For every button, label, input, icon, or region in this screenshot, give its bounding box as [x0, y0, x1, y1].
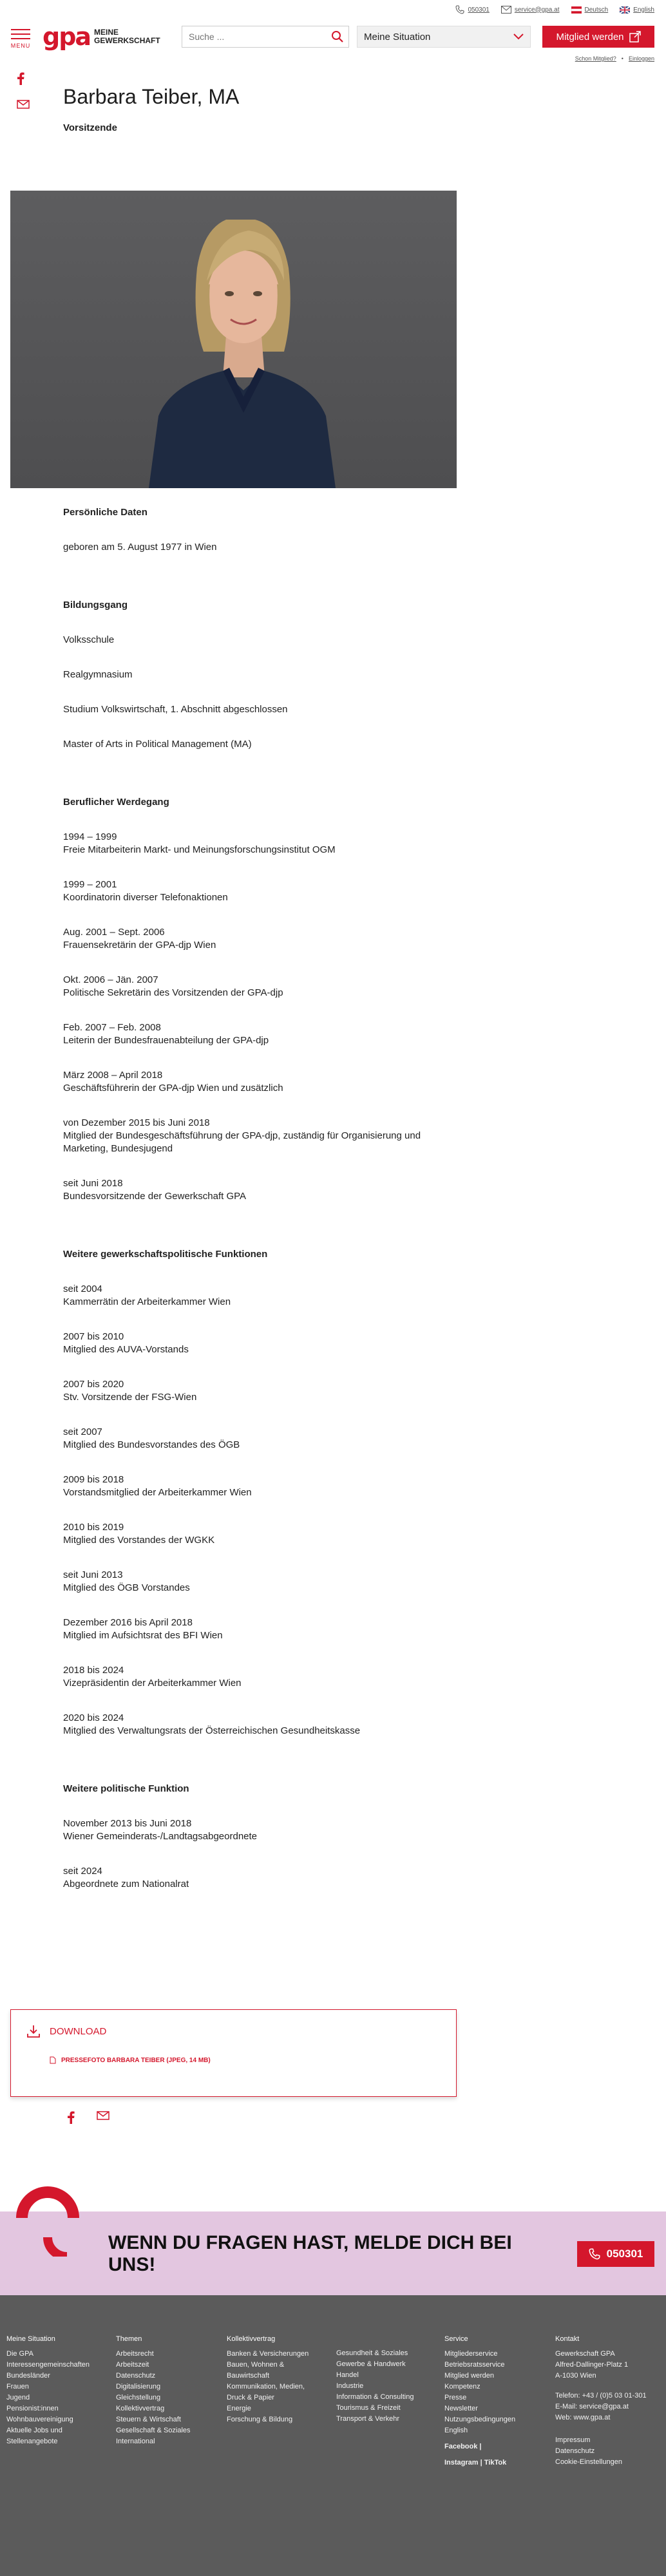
footer-col-topics: [116, 2334, 191, 2447]
facebook-share-button[interactable]: [67, 2111, 75, 2127]
section-union-functions: [63, 1248, 424, 1738]
birth-info: geboren am 5. August 1977 in Wien: [63, 542, 217, 553]
footer-link[interactable]: Kompetenz: [444, 2383, 480, 2391]
footer-link[interactable]: English: [444, 2427, 468, 2434]
footer-link[interactable]: Digitalisierung: [116, 2383, 161, 2391]
footer-link[interactable]: Steuern & Wirtschaft: [116, 2416, 181, 2423]
mail-icon: [97, 2111, 109, 2120]
list-item: Dezember 2016 bis April 2018 Mitglied im Aufsichtsrat des BFI Wien: [63, 1617, 223, 1641]
already-member-link[interactable]: Schon Mitglied?: [575, 55, 616, 62]
search-box: [182, 26, 349, 48]
footer-link[interactable]: Die GPA: [6, 2350, 33, 2358]
list-item: November 2013 bis Juni 2018 Wiener Gemeinderats-/Landtagsabgeordnete: [63, 1818, 258, 1842]
address-line: Alfred-Dallinger-Platz 1: [555, 2361, 629, 2369]
footer-link[interactable]: Mitglied werden: [444, 2372, 495, 2380]
footer-link[interactable]: Tourismus & Freizeit: [336, 2404, 401, 2412]
footer-col-situation: [6, 2334, 90, 2447]
section-heading: Weitere politische Funktion: [63, 1783, 189, 1794]
list-item: Master of Arts in Political Management (MA): [63, 739, 252, 750]
situation-select[interactable]: [357, 26, 531, 48]
section-political-functions: [63, 1783, 424, 1891]
search-icon[interactable]: [327, 30, 348, 43]
lang-en-link[interactable]: English: [620, 6, 654, 14]
footer-link[interactable]: Transport & Verkehr: [336, 2415, 400, 2423]
list-item: Feb. 2007 – Feb. 2008 Leiterin der Bundesfrauenabteilung der GPA-djp: [63, 1022, 269, 1046]
footer-link[interactable]: Betriebsratsservice: [444, 2361, 505, 2369]
footer-link[interactable]: Interessengemeinschaften: [6, 2361, 90, 2369]
footer-link[interactable]: Kollektivvertrag: [116, 2405, 165, 2412]
biography: [63, 506, 424, 1936]
address-line: A-1030 Wien: [555, 2372, 596, 2380]
contact-phone[interactable]: Telefon: +43 / (0)5 03 01-301: [555, 2392, 647, 2400]
share-bottom: [67, 2111, 109, 2127]
footer-heading[interactable]: Kollektivvertrag: [227, 2335, 276, 2343]
footer-link[interactable]: Presse: [444, 2394, 467, 2401]
footer-link[interactable]: Handel: [336, 2371, 359, 2379]
list-item: 2007 bis 2010 Mitglied des AUVA-Vorstands: [63, 1331, 189, 1355]
phone-icon: [589, 2248, 600, 2260]
footer-link[interactable]: International: [116, 2438, 155, 2445]
section-career: [63, 796, 424, 1203]
menu-label: MENU: [10, 43, 31, 49]
footer-link[interactable]: Gleichstellung: [116, 2394, 161, 2401]
contact-phone-button[interactable]: 050301: [577, 2241, 654, 2267]
list-item: 1999 – 2001 Koordinatorin diverser Telefonaktionen: [63, 879, 228, 903]
logo-ring-graphic: [9, 2179, 93, 2257]
list-item: 2007 bis 2020 Stv. Vorsitzende der FSG-Wien: [63, 1379, 197, 1403]
file-icon: [50, 2056, 56, 2064]
email-share-button[interactable]: [17, 100, 30, 112]
email-share-button[interactable]: [97, 2111, 109, 2127]
list-item: 2020 bis 2024 Mitglied des Verwaltungsrats der Österreichischen Gesundheitskasse: [63, 1712, 361, 1736]
mail-icon: [501, 6, 511, 14]
login-link[interactable]: Einloggen: [628, 55, 654, 62]
footer-link[interactable]: Wohnbauvereinigung: [6, 2416, 73, 2423]
footer-link[interactable]: Mitgliederservice: [444, 2350, 498, 2358]
footer-link[interactable]: Gewerbe & Handwerk: [336, 2360, 406, 2368]
contact-headline: WENN DU FRAGEN HAST, MELDE DICH BEI UNS!: [108, 2232, 512, 2275]
facebook-icon: [17, 72, 24, 85]
chevron-down-icon: [513, 33, 524, 40]
footer-link[interactable]: Banken & Versicherungen: [227, 2350, 309, 2358]
list-item: Realgymnasium: [63, 669, 133, 680]
list-item: Volksschule: [63, 634, 115, 645]
section-heading: Persönliche Daten: [63, 507, 147, 518]
footer-heading: Kontakt: [555, 2335, 580, 2343]
list-item: seit 2004 Kammerrätin der Arbeiterkammer Wien: [63, 1283, 231, 1307]
list-item: 2009 bis 2018 Vorstandsmitglied der Arbeiterkammer Wien: [63, 1474, 252, 1498]
footer-link[interactable]: Bauen, Wohnen & Bauwirtschaft: [227, 2361, 285, 2380]
footer: [0, 2295, 666, 2576]
contact-band: [0, 2211, 666, 2295]
download-box: [10, 2009, 457, 2097]
footer-link[interactable]: Arbeitszeit: [116, 2361, 149, 2369]
footer-link[interactable]: Nutzungsbedingungen: [444, 2416, 516, 2423]
footer-link[interactable]: Forschung & Bildung: [227, 2416, 293, 2423]
logo[interactable]: [43, 24, 160, 49]
list-item: März 2008 – April 2018 Geschäftsführerin der GPA-djp Wien und zusätzlich: [63, 1070, 283, 1094]
list-item: Aug. 2001 – Sept. 2006 Frauensekretärin der GPA-djp Wien: [63, 927, 216, 951]
contact-email[interactable]: E-Mail: service@gpa.at: [555, 2403, 629, 2410]
list-item: von Dezember 2015 bis Juni 2018 Mitglied der Bundesgeschäftsführung der GPA-djp, zuständig für Organisierung und Marketing, Bundesjugend: [63, 1117, 421, 1154]
external-link-icon: [629, 31, 641, 43]
footer-link[interactable]: Energie: [227, 2405, 251, 2412]
list-item: seit Juni 2013 Mitglied des ÖGB Vorstandes: [63, 1569, 190, 1593]
footer-link[interactable]: Industrie: [336, 2382, 364, 2390]
list-item: Studium Volkswirtschaft, 1. Abschnitt abgeschlossen: [63, 704, 288, 715]
footer-link[interactable]: Arbeitsrecht: [116, 2350, 154, 2358]
privacy-link[interactable]: Datenschutz: [555, 2447, 595, 2455]
imprint-link[interactable]: Impressum: [555, 2436, 591, 2444]
flag-uk-icon: [620, 6, 630, 14]
facebook-link[interactable]: Facebook |: [444, 2443, 482, 2450]
portrait-illustration: [10, 191, 457, 488]
contact-web[interactable]: Web: www.gpa.at: [555, 2414, 611, 2421]
footer-link[interactable]: Kommunikation, Medien, Druck & Papier: [227, 2383, 305, 2401]
phone-link[interactable]: 050301: [455, 5, 489, 14]
section-heading: Weitere gewerkschaftspolitische Funktionen: [63, 1249, 268, 1260]
section-heading: Bildungsgang: [63, 600, 128, 611]
footer-link[interactable]: Pensionist:innen: [6, 2405, 59, 2412]
phone-icon: [455, 5, 464, 14]
footer-col-contact: [555, 2334, 647, 2468]
footer-link[interactable]: Aktuelle Jobs und Stellenangebote: [6, 2427, 62, 2445]
flag-at-icon: [571, 6, 582, 14]
press-photo-download-link[interactable]: PRESSEFOTO BARBARA TEIBER (JPEG, 14 MB): [50, 2056, 211, 2064]
section-heading: Beruflicher Werdegang: [63, 797, 169, 808]
section-education: [63, 599, 424, 751]
footer-col-kv: [227, 2334, 323, 2425]
logo-gpa: gpa: [43, 23, 91, 51]
download-heading: DOWNLOAD: [26, 2024, 106, 2038]
mail-icon: [17, 100, 30, 109]
footer-heading[interactable]: Service: [444, 2335, 468, 2343]
footer-link[interactable]: Frauen: [6, 2383, 29, 2391]
instagram-tiktok-links[interactable]: Instagram | TikTok: [444, 2459, 507, 2467]
logo-subtitle: MEINE GEWERKSCHAFT: [94, 28, 160, 45]
page-subtitle: Vorsitzende: [63, 122, 117, 133]
list-item: seit Juni 2018 Bundesvorsitzende der Gewerkschaft GPA: [63, 1178, 247, 1202]
cookie-settings-link[interactable]: Cookie-Einstellungen: [555, 2458, 622, 2466]
list-item: 2010 bis 2019 Mitglied des Vorstandes der WGKK: [63, 1522, 215, 1546]
portrait-photo: [10, 191, 457, 488]
footer-heading[interactable]: Meine Situation: [6, 2335, 55, 2343]
list-item: 2018 bis 2024 Vizepräsidentin der Arbeiterkammer Wien: [63, 1665, 242, 1689]
footer-link[interactable]: Bundesländer: [6, 2372, 50, 2380]
page-title: Barbara Teiber, MA: [63, 85, 240, 108]
header: [0, 22, 666, 62]
footer-heading[interactable]: Themen: [116, 2335, 142, 2343]
lang-de-link[interactable]: Deutsch: [571, 6, 609, 14]
list-item: seit 2024 Abgeordnete zum Nationalrat: [63, 1866, 189, 1889]
section-personal: [63, 506, 424, 554]
login-links: Schon Mitglied? • Einloggen: [575, 55, 654, 62]
footer-col-service: [444, 2334, 515, 2468]
footer-link[interactable]: Gesundheit & Soziales: [336, 2349, 408, 2357]
top-bar: [0, 0, 666, 22]
list-item: Okt. 2006 – Jän. 2007 Politische Sekretärin des Vorsitzenden der GPA-djp: [63, 974, 283, 998]
facebook-icon: [67, 2111, 75, 2124]
share-sidebar: [17, 72, 30, 112]
footer-link[interactable]: Datenschutz: [116, 2372, 156, 2380]
download-icon: [26, 2024, 41, 2038]
situation-label: Meine Situation: [364, 31, 431, 43]
search-input[interactable]: [182, 26, 327, 47]
email-link[interactable]: service@gpa.at: [501, 6, 560, 14]
list-item: 1994 – 1999 Freie Mitarbeiterin Markt- und Meinungsforschungsinstitut OGM: [63, 831, 336, 855]
become-member-button[interactable]: Mitglied werden: [542, 26, 654, 48]
list-item: seit 2007 Mitglied des Bundesvorstandes des ÖGB: [63, 1426, 240, 1450]
footer-link[interactable]: Gesellschaft & Soziales: [116, 2427, 191, 2434]
facebook-share-button[interactable]: [17, 72, 30, 88]
footer-link[interactable]: Newsletter: [444, 2405, 478, 2412]
address-line: Gewerkschaft GPA: [555, 2350, 615, 2358]
footer-col-kv-2: [336, 2348, 414, 2425]
menu-button[interactable]: [9, 26, 32, 49]
footer-link[interactable]: Information & Consulting: [336, 2393, 414, 2401]
footer-link[interactable]: Jugend: [6, 2394, 30, 2401]
